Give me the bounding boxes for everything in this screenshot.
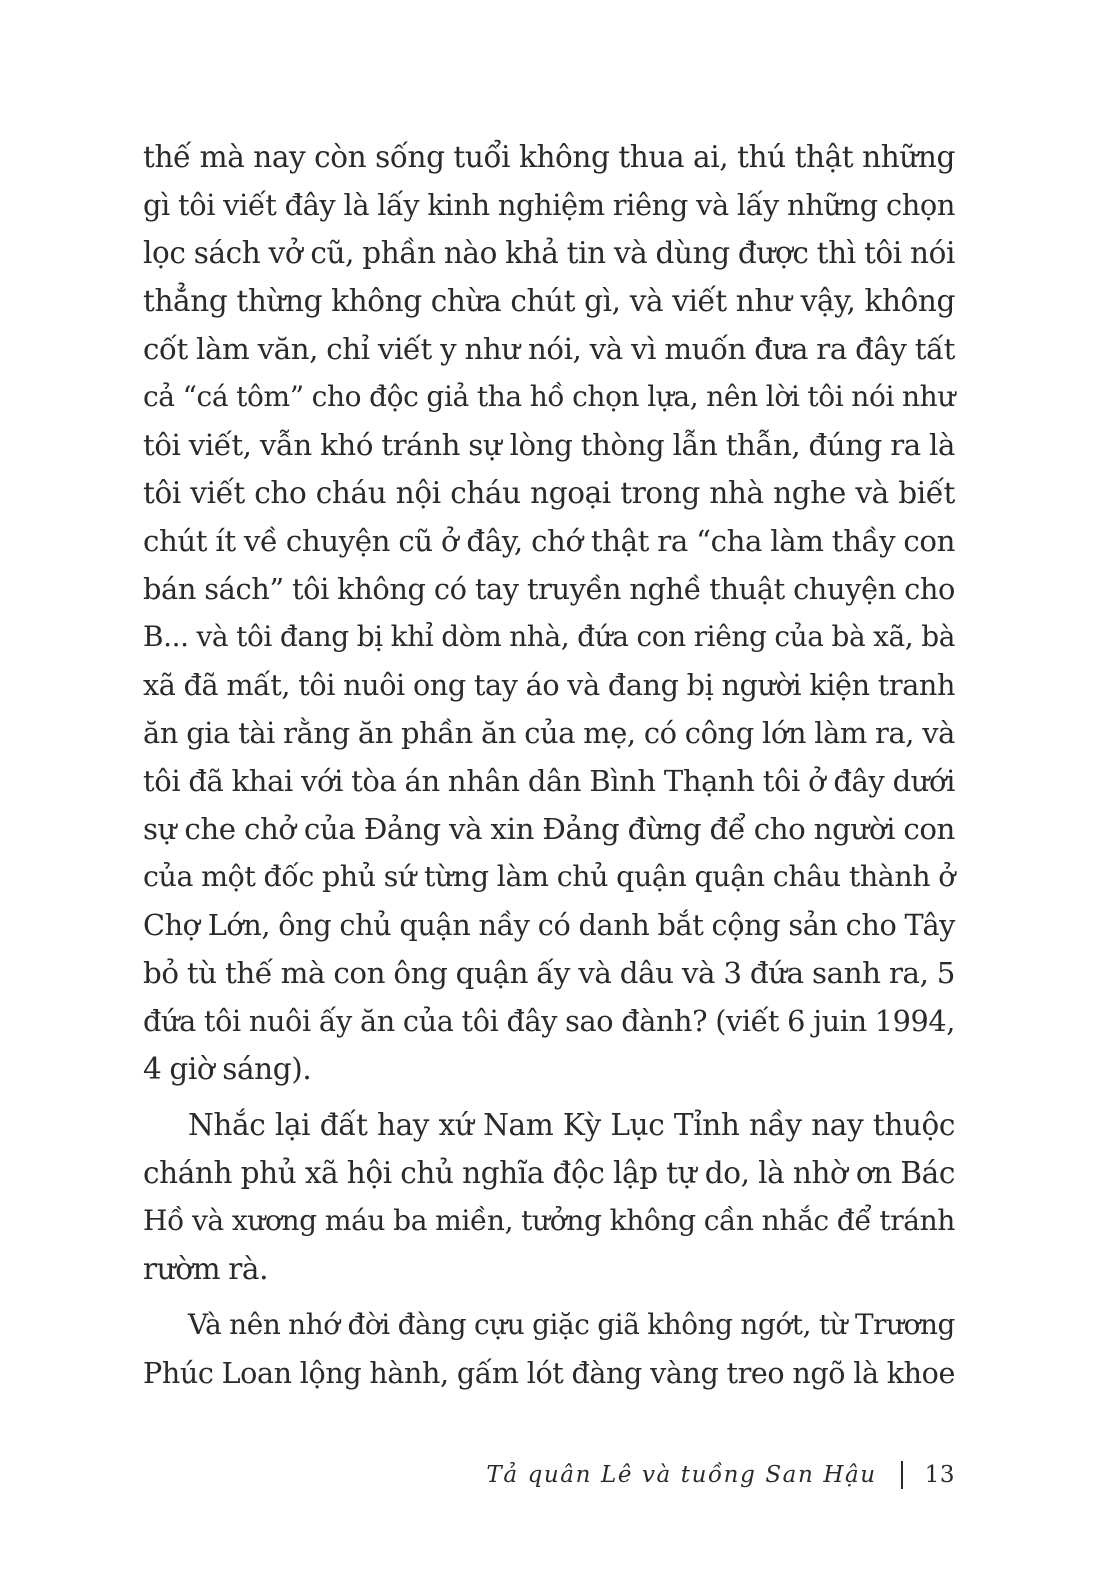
- text-line: bán sách” tôi không có tay truyền nghề thuật chuyện cho: [143, 572, 955, 606]
- paragraph-gap: [143, 1093, 955, 1101]
- text-line: tôi viết cho cháu nội cháu ngoại trong nhà nghe và biết: [143, 476, 955, 510]
- text-line: 4 giờ sáng).: [143, 1052, 312, 1086]
- text-line: lọc sách vở cũ, phần nào khả tin và dùng được thì tôi nói: [143, 236, 955, 270]
- running-title: Tả quân Lê và tuồng San Hậu: [486, 1462, 877, 1488]
- paragraph-1: [143, 133, 955, 1093]
- text-line: của một đốc phủ sứ từng làm chủ quận quận châu thành ở: [143, 860, 955, 893]
- text-line: Nhắc lại đất hay xứ Nam Kỳ Lục Tỉnh nầy nay thuộc: [188, 1108, 955, 1142]
- paragraph-3: [143, 1301, 955, 1397]
- text-line: cả “cá tôm” cho độc giả tha hồ chọn lựa, nên lời tôi nói như: [143, 380, 955, 413]
- paragraph-2: [143, 1101, 955, 1293]
- page-body: [143, 133, 955, 1397]
- text-line: thế mà nay còn sống tuổi không thua ai, thú thật những: [143, 140, 955, 174]
- text-line: gì tôi viết đây là lấy kinh nghiệm riêng và lấy những chọn: [143, 188, 955, 222]
- text-line: xã đã mất, tôi nuôi ong tay áo và đang bị người kiện tranh: [143, 668, 955, 702]
- text-line: ăn gia tài rằng ăn phần ăn của mẹ, có công lớn làm ra, và: [143, 716, 955, 750]
- text-line: cốt làm văn, chỉ viết y như nói, và vì muốn đưa ra đây tất: [143, 332, 955, 366]
- footer-divider: [901, 1461, 903, 1489]
- text-line: Phúc Loan lộng hành, gấm lót đàng vàng treo ngõ là khoe: [143, 1356, 955, 1390]
- text-line: đứa tôi nuôi ấy ăn của tôi đây sao đành? (viết 6 juin 1994,: [143, 1004, 955, 1038]
- text-line: thẳng thừng không chừa chút gì, và viết như vậy, không: [143, 284, 955, 318]
- page-footer: [486, 1461, 955, 1489]
- page-number: 13: [924, 1462, 955, 1488]
- text-line: Và nên nhớ đời đàng cựu giặc giã không ngớt, từ Trương: [188, 1308, 955, 1341]
- text-line: Hồ và xương máu ba miền, tưởng không cần nhắc để tránh: [143, 1204, 955, 1237]
- text-line: B... và tôi đang bị khỉ dòm nhà, đứa con riêng của bà xã, bà: [143, 620, 955, 653]
- text-line: chánh phủ xã hội chủ nghĩa độc lập tự do, là nhờ ơn Bác: [143, 1156, 955, 1190]
- text-line: chút ít về chuyện cũ ở đây, chớ thật ra “cha làm thầy con: [143, 524, 955, 558]
- text-line: Chợ Lớn, ông chủ quận nầy có danh bắt cộng sản cho Tây: [143, 908, 955, 942]
- paragraph-gap: [143, 1293, 955, 1301]
- text-line: sự che chở của Đảng và xin Đảng đừng để cho người con: [143, 812, 955, 846]
- text-line: bỏ tù thế mà con ông quận ấy và dâu và 3 đứa sanh ra, 5: [143, 956, 955, 990]
- text-line: tôi đã khai với tòa án nhân dân Bình Thạnh tôi ở đây dưới: [143, 764, 955, 798]
- text-line: rườm rà.: [143, 1252, 269, 1286]
- text-line: tôi viết, vẫn khó tránh sự lòng thòng lẫn thẫn, đúng ra là: [143, 428, 955, 462]
